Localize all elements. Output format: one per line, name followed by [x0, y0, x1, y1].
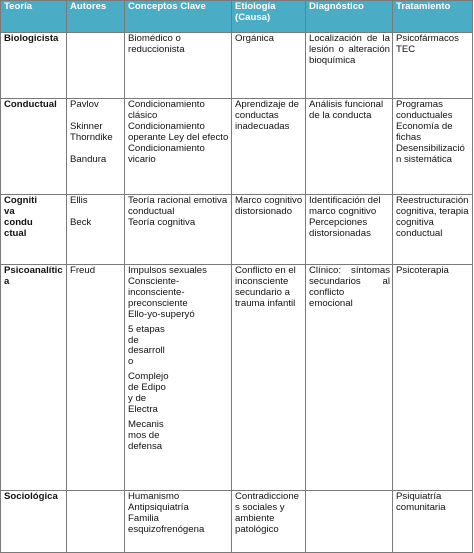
- author-item: Beck: [70, 216, 92, 228]
- author-item: Freud: [70, 265, 96, 276]
- treatment-item: Psiquiatría comunitaria: [396, 491, 446, 513]
- treatment-cell: [393, 491, 473, 553]
- diagnosis-cell: [306, 491, 393, 553]
- theory-cell: Conductual: [1, 99, 67, 195]
- header-treatment: Tratamiento: [393, 1, 473, 33]
- etiology-cell: Marco cognitivo distorsionado: [232, 195, 306, 265]
- diagnosis-cell: Análisis funcional de la conducta: [306, 99, 393, 195]
- header-diagnosis: Diagnóstico: [306, 1, 393, 33]
- table-row: [1, 491, 473, 553]
- table-row: [1, 33, 473, 99]
- treatment-item: Economía de fichas: [396, 120, 453, 143]
- theory-cell: Psicoanalítica: [1, 265, 67, 491]
- authors-cell: [67, 265, 125, 491]
- header-theory: Teoría: [1, 1, 67, 33]
- author-item: Skinner: [70, 120, 103, 132]
- treatment-cell: [393, 195, 473, 265]
- concept-item: Biomédico o: [128, 33, 181, 44]
- etiology-cell: Contradicciones sociales y ambiente patológico: [232, 491, 306, 553]
- treatment-item: TEC: [396, 43, 416, 55]
- treatment-item: Desensibilización sistemática: [396, 142, 465, 165]
- header-etiology: Etiología (Causa): [232, 1, 306, 33]
- authors-cell: [67, 195, 125, 265]
- header-key-concepts: Conceptos Clave: [125, 1, 232, 33]
- author-item: Pavlov: [70, 99, 99, 110]
- author-item: Thorndike: [70, 131, 113, 143]
- treatment-item: Reestructuración cognitiva, terapia cognitiva conductual: [396, 195, 469, 239]
- concept-item: [128, 420, 229, 453]
- treatment-item: Programas conductuales: [396, 99, 453, 121]
- table-row: [1, 265, 473, 491]
- treatment-cell: [393, 99, 473, 195]
- table-row: [1, 99, 473, 195]
- treatment-cell: [393, 33, 473, 99]
- theory-cell: Sociológica: [1, 491, 67, 553]
- author-item: Ellis: [70, 195, 88, 206]
- header-row: [1, 1, 473, 33]
- diagnosis-item: Identificación del marco cognitivo: [309, 195, 381, 217]
- etiology-cell: Conflicto en el inconsciente secundario a trauma infantil: [232, 265, 306, 491]
- treatment-cell: [393, 265, 473, 491]
- concept-item: [128, 325, 229, 369]
- concept-narrow: Complejo de Edipo y de Electra: [128, 371, 169, 416]
- header-authors: Autores: [67, 1, 125, 33]
- author-item: Bandura: [70, 153, 107, 165]
- etiology-cell: Orgánica: [232, 33, 306, 99]
- concept-item: Consciente-inconsciente-preconsciente: [128, 275, 188, 309]
- diagnosis-cell: Localización de la lesión o alteración bioquímica: [306, 33, 393, 99]
- theory-cell: Biologicista: [1, 33, 67, 99]
- concept-item: Teoría cognitiva: [128, 216, 196, 228]
- concept-item: Condicionamiento clásico: [128, 99, 205, 121]
- concept-item: Familia esquizofrenógena: [128, 512, 205, 535]
- concepts-cell: [125, 99, 232, 195]
- concepts-cell: [125, 265, 232, 491]
- concept-narrow: Mecanismos de defensa: [128, 418, 164, 452]
- concept-item: Condicionamiento vicario: [128, 142, 205, 165]
- concept-item: Humanismo: [128, 491, 180, 502]
- concepts-cell: [125, 195, 232, 265]
- concept-narrow: 5 etapas de desarroll o: [128, 323, 165, 368]
- concept-item: Condicionamiento operante Ley del efecto: [128, 120, 229, 143]
- diagnosis-item: Percepciones distorsionadas: [309, 216, 371, 239]
- concept-item: [128, 372, 229, 416]
- treatment-item: Psicofármacos: [396, 33, 459, 44]
- concept-item: Teoría racional emotiva conductual: [128, 195, 228, 217]
- concepts-cell: [125, 33, 232, 99]
- diagnosis-cell: [306, 195, 393, 265]
- table-row: [1, 195, 473, 265]
- authors-cell: [67, 491, 125, 553]
- concept-item: Antipsiquiatría: [128, 501, 189, 513]
- treatment-item: Psicoterapia: [396, 265, 449, 276]
- theory-cell: [1, 195, 67, 265]
- theory-label: Cognitiva conductual: [4, 195, 38, 239]
- concept-item: reduccionista: [128, 43, 185, 55]
- concept-item: Ello-yo-superyó: [128, 308, 195, 320]
- authors-cell: [67, 99, 125, 195]
- etiology-cell: Aprendizaje de conductas inadecuadas: [232, 99, 306, 195]
- diagnosis-cell: Clínico: síntomas secundarios al conflicto emocional: [306, 265, 393, 491]
- concepts-cell: [125, 491, 232, 553]
- authors-cell: [67, 33, 125, 99]
- concept-item: Impulsos sexuales: [128, 265, 207, 276]
